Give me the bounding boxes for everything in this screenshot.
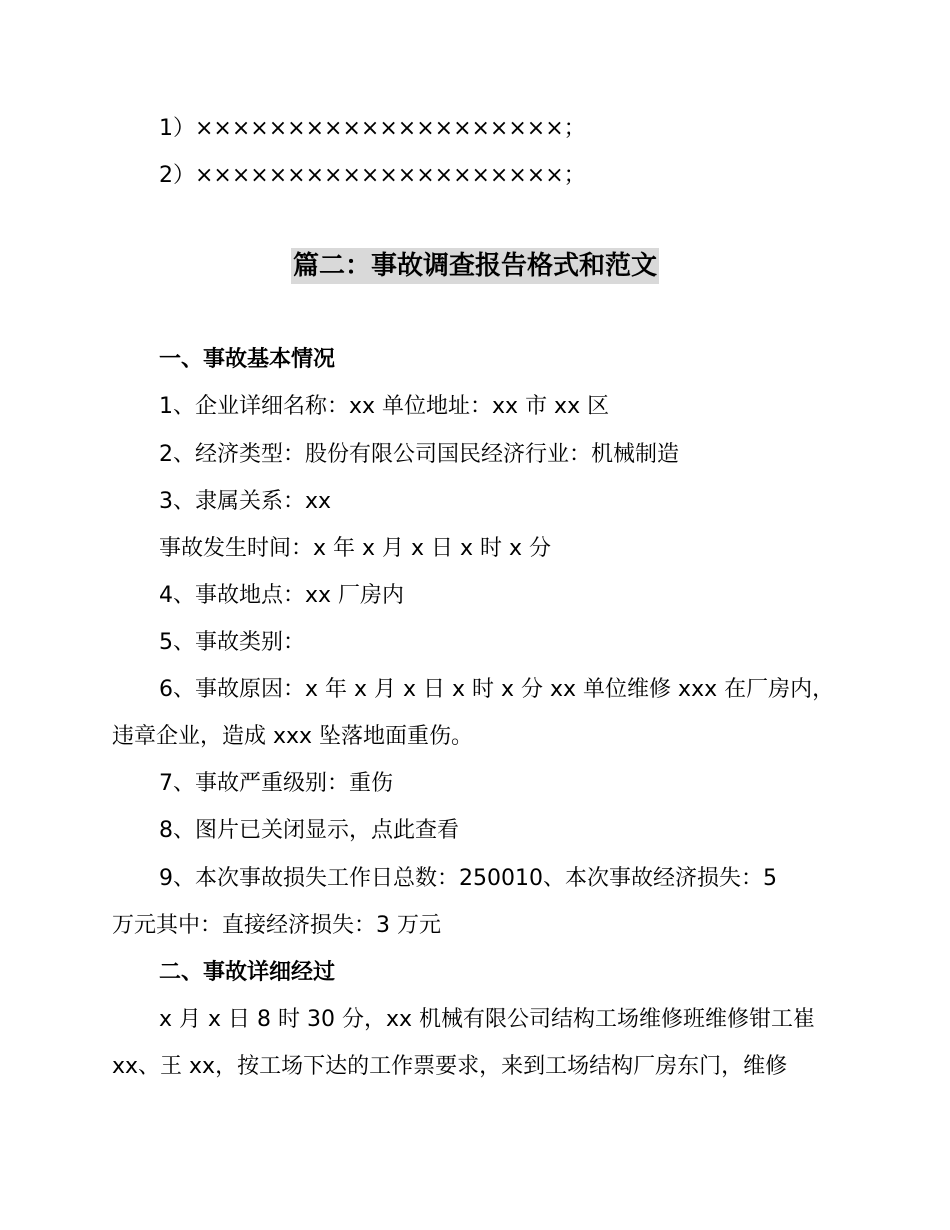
paragraph-losses-line2: 万元其中：直接经济损失：3 万元 (112, 913, 441, 938)
paragraph-accident-time: 事故发生时间：x 年 x 月 x 日 x 时 x 分 (159, 536, 552, 561)
page-title: 篇二：事故调查报告格式和范文 (291, 248, 659, 284)
paragraph-affiliation: 3、隶属关系：xx (159, 489, 332, 514)
list-item-2: 2）××××××××××××××××××××； (159, 163, 586, 188)
section1-heading: 一、事故基本情况 (159, 347, 336, 372)
paragraph-economic-type: 2、经济类型：股份有限公司国民经济行业：机械制造 (159, 442, 679, 467)
paragraph-losses-line1: 9、本次事故损失工作日总数：250010、本次事故经济损失：5 (159, 866, 777, 891)
paragraph-process-line1: x 月 x 日 8 时 30 分，xx 机械有限公司结构工场维修班维修钳工崔 (159, 1007, 816, 1032)
paragraph-company-name: 1、企业详细名称：xx 单位地址：xx 市 xx 区 (159, 394, 610, 419)
list-item-1: 1）××××××××××××××××××××； (159, 116, 586, 141)
section2-heading: 二、事故详细经过 (159, 960, 336, 985)
title-container (0, 248, 950, 284)
paragraph-accident-category: 5、事故类别： (159, 630, 305, 655)
paragraph-accident-cause-line2: 违章企业，造成 xxx 坠落地面重伤。 (112, 724, 474, 749)
paragraph-process-line2: xx、王 xx，按工场下达的工作票要求，来到工场结构厂房东门，维修 (112, 1054, 788, 1079)
paragraph-accident-location: 4、事故地点：xx 厂房内 (159, 583, 405, 608)
paragraph-image-placeholder: 8、图片已关闭显示，点此查看 (159, 818, 459, 843)
paragraph-severity: 7、事故严重级别：重伤 (159, 771, 393, 796)
paragraph-accident-cause-line1: 6、事故原因：x 年 x 月 x 日 x 时 x 分 xx 单位维修 xxx 在厂房内， (159, 677, 835, 702)
